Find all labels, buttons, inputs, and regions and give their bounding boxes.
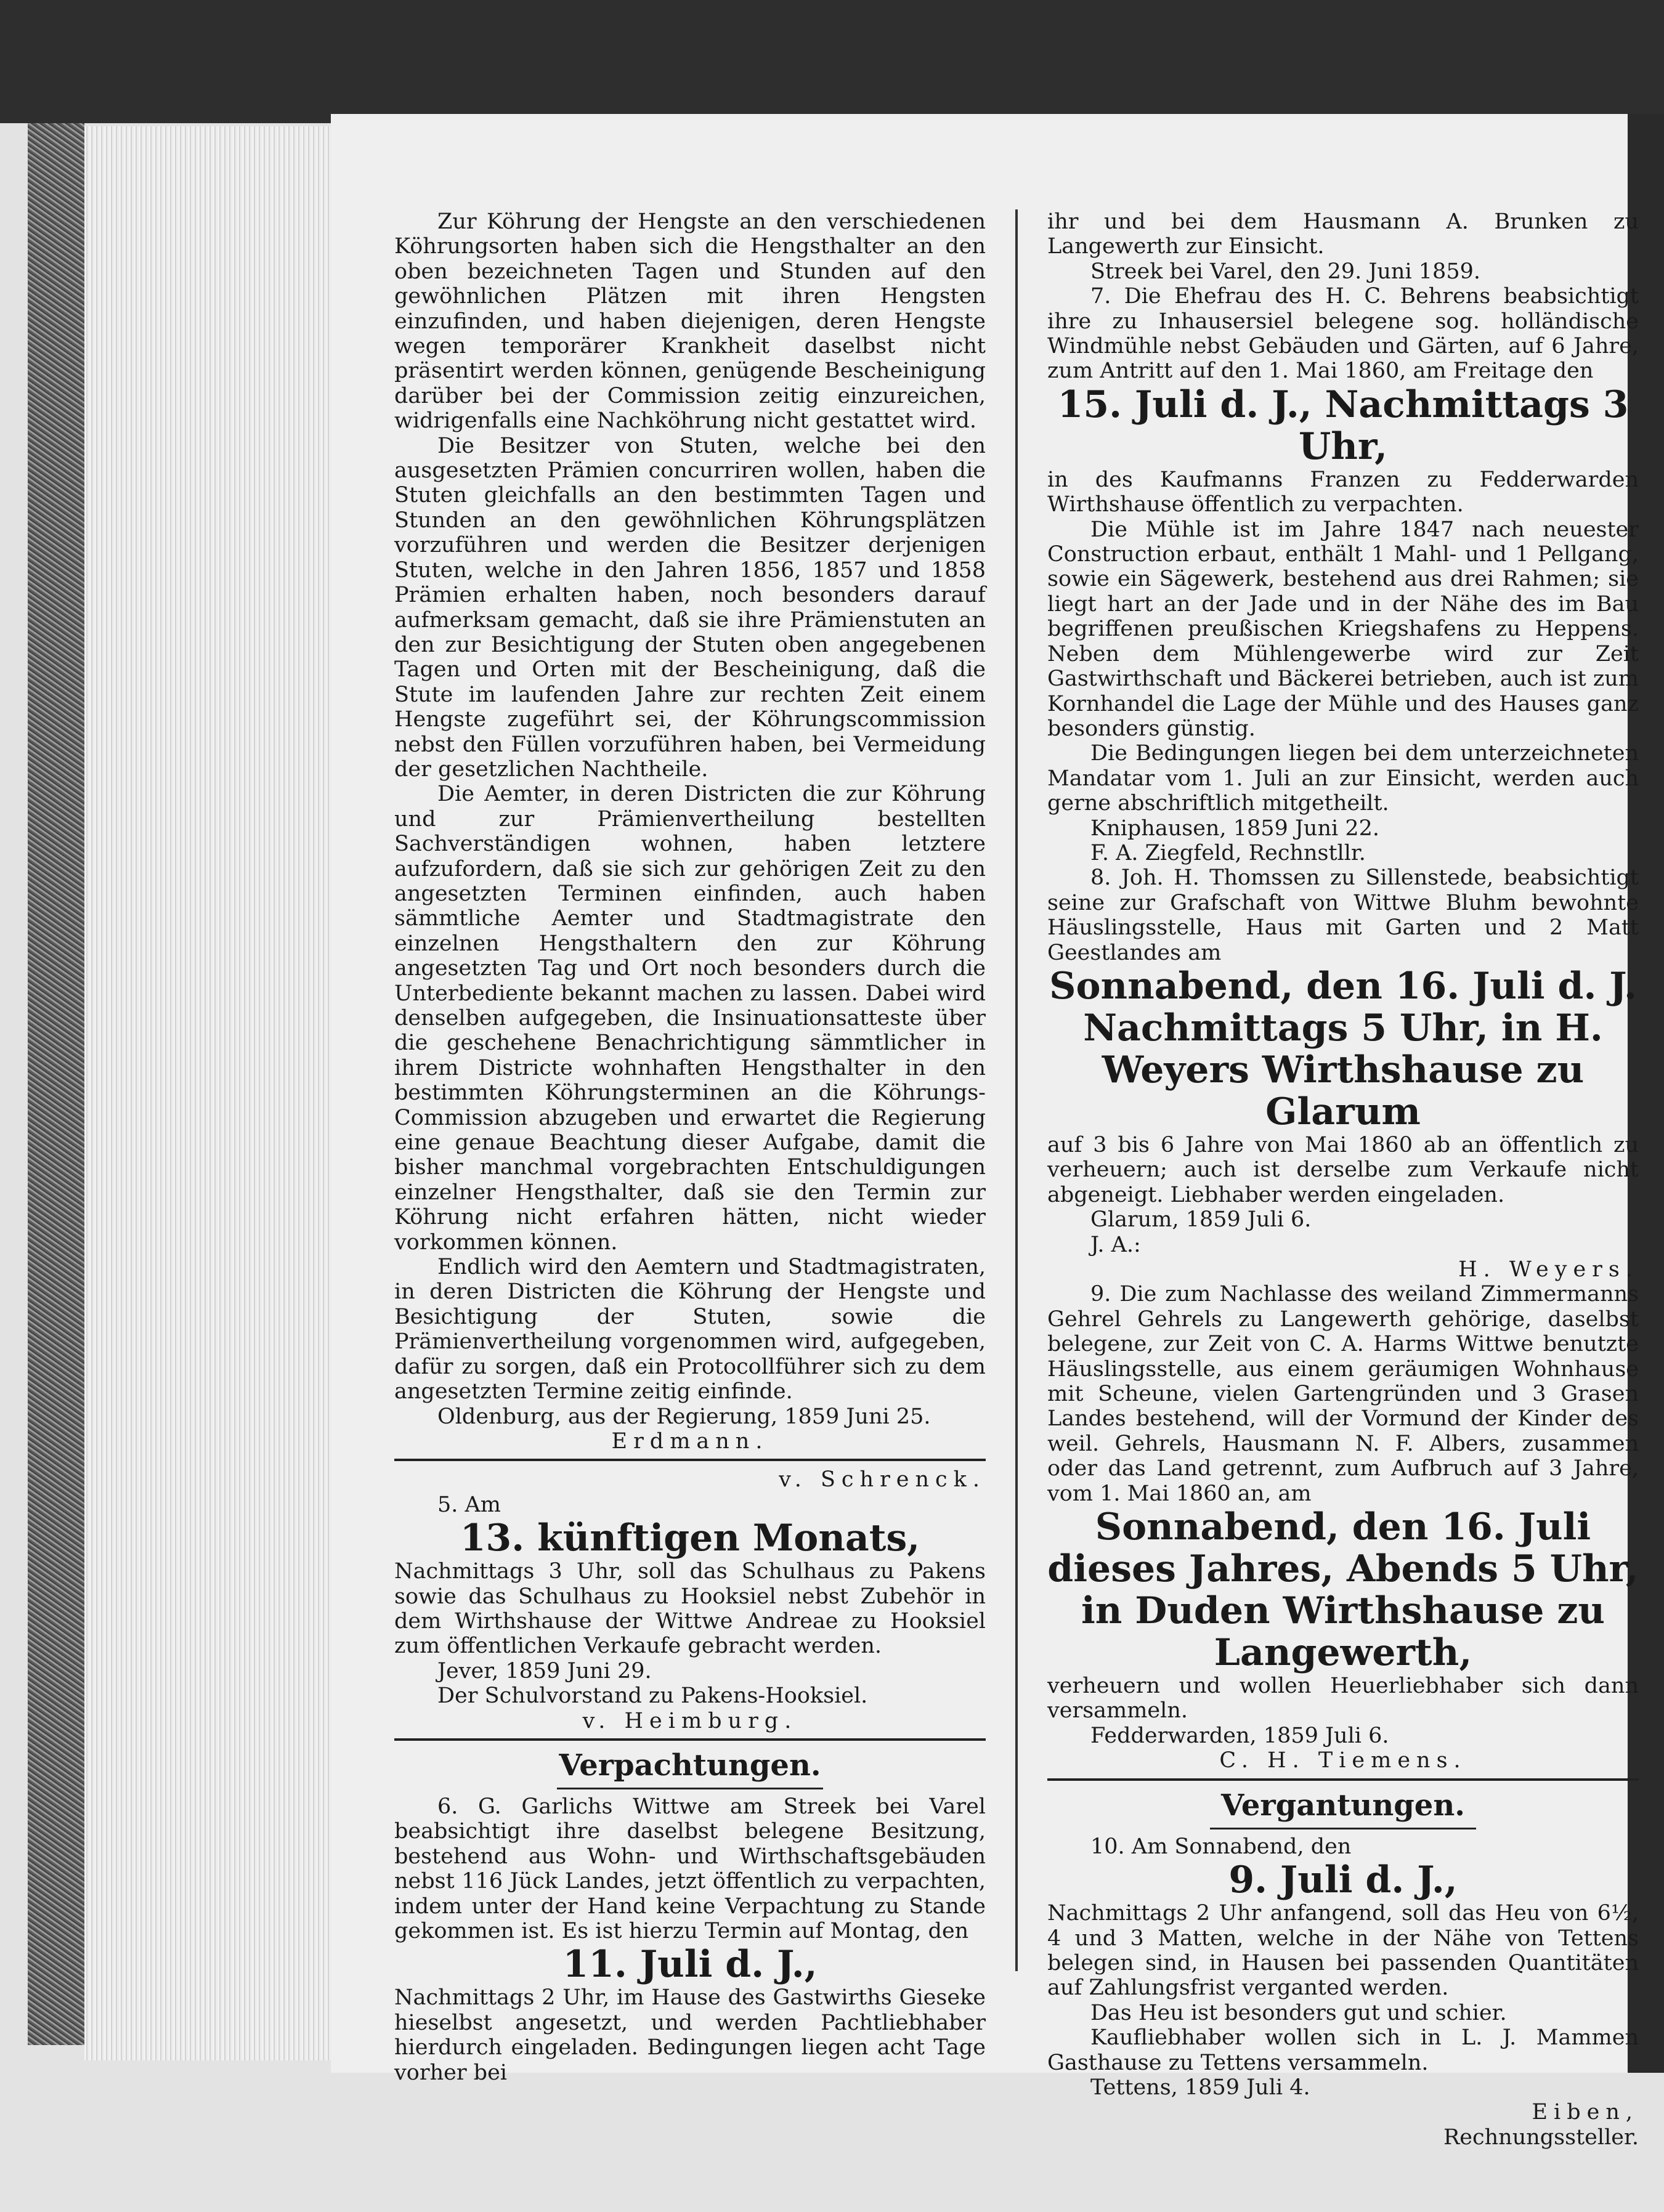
place-date: Tettens, 1859 Juli 4. xyxy=(1090,2075,1310,2100)
signature: v. Heimburg. xyxy=(582,1708,798,1733)
signature: v. Schrenck. xyxy=(779,1467,986,1493)
paragraph: Die Besitzer von Stuten, welche bei den ausgesetzten Prämien concurriren wollen, haben die Stuten gleichfalls an den bestimmten Tagen und Stunden an den gewöhnlichen Köhrungsplätzen vorzuführen und werden die Besitzer derjenigen Stuten, welche in den Jahren 1856, 1857 und 1858 Prämien erhalten haben, noch besonders darauf aufmerksam gemacht, daß sie ihre Prämienstuten an den zur Besichtigung der Stuten oben angegebenen Tagen und Orten mit der Bescheinigung, daß die Stute im laufenden Jahre zur rechten Zeit einem Hengste zugeführt sei, der Köhrungscommission nebst den Füllen vorzuführen haben, bei Vermeidung der gesetzlichen Nachtheile. xyxy=(394,433,986,782)
notice-date-heading: 13. künftigen Monats, xyxy=(460,1517,920,1560)
paragraph: Endlich wird den Aemtern und Stadtmagistraten, in deren Districten die Köhrung der Hengste und Besichtigung der Stuten, sowie die Prämienvertheilung vorgenommen wird, aufgegeben, dafür zu sorgen, daß ein Protocollführer sich zu dem angesetzten Termine zeitig einfinde. xyxy=(394,1255,986,1404)
paragraph: Kaufliebhaber wollen sich in L. J. Mammen Gasthause zu Tettens versammeln. xyxy=(1047,2025,1639,2075)
paragraph: in des Kaufmanns Franzen zu Fedderwarden Wirthshause öffentlich zu verpachten. xyxy=(1047,467,1639,517)
book-cover-top xyxy=(0,0,1664,123)
notice-date-heading: 11. Juli d. J., xyxy=(562,1943,818,1987)
signature: H. Weyers. xyxy=(1458,1257,1639,1282)
notice-date-heading: 15. Juli d. J., Nachmittags 3 Uhr, xyxy=(1057,383,1629,468)
section-heading: Vergantungen. xyxy=(1221,1788,1465,1823)
paragraph: ihr und bei dem Hausmann A. Brunken zu Langewerth zur Einsicht. xyxy=(1047,209,1639,259)
notice-date-heading: Sonnabend, den 16. Juli dieses Jahres, Abends 5 Uhr, in Duden Wirthshause zu Langewerth, xyxy=(1047,1505,1639,1675)
right-column xyxy=(1047,209,1639,2150)
paragraph: verheuern und wollen Heuerliebhaber sich dann versammeln. xyxy=(1047,1674,1639,1724)
signature: Erdmann. xyxy=(611,1428,769,1454)
signature: Eiben, xyxy=(1532,2100,1639,2125)
paragraph: Die Aemter, in deren Districten die zur Köhrung und zur Prämienvertheilung bestellten Sachverständigen wohnen, haben letztere aufzufordern, daß sie sich zur gehörigen Zeit zu den angesetzten Terminen einfinden, auch haben sämmtliche Aemter und Stadtmagistrate den einzelnen Hengsthaltern den zur Köhrung angesetzten Tag und Ort noch besonders durch die Unterbediente bekannt machen zu lassen. Dabei wird denselben aufgegeben, die Insinuationsatteste über die geschehene Benachrichtigung sämmtlicher in ihrem Districte wohnhaften Hengsthalter in den bestimmten Köhrungsterminen an die Köhrungs-Commission abzugeben und erwartet die Regierung eine genaue Beachtung dieser Aufgabe, damit die bisher manchmal vorgebrachten Entschuldigungen einzelner Hengsthalter, daß sie den Termin zur Köhrung nicht erfahren hätten, nicht wieder vorkommen können. xyxy=(394,782,986,1255)
signature: J. A.: xyxy=(1090,1232,1141,1257)
signature: Rechnungssteller. xyxy=(1443,2125,1639,2150)
paragraph: 7. Die Ehefrau des H. C. Behrens beabsichtigt ihre zu Inhausersiel belegene sog. holländische Windmühle nebst Gebäuden und Gärten, auf 6 Jahre, zum Antritt auf den 1. Mai 1860, am Freitage den xyxy=(1047,284,1639,384)
section-heading: Verpachtungen. xyxy=(559,1748,821,1783)
paragraph: Nachmittags 2 Uhr, im Hause des Gastwirths Gieseke hieselbst angesetzt, und werden Pachtliebhaber hierdurch eingeladen. Bedingungen liegen acht Tage vorher bei xyxy=(394,1985,986,2085)
place-date: Fedderwarden, 1859 Juli 6. xyxy=(1090,1723,1389,1748)
rule xyxy=(1210,1828,1476,1829)
notice-date-heading: 9. Juli d. J., xyxy=(1228,1858,1458,1902)
page-stack-edges xyxy=(84,126,331,2060)
rule xyxy=(394,1738,986,1741)
rule xyxy=(1047,1778,1639,1781)
left-column xyxy=(394,209,986,2085)
place-date: Streek bei Varel, den 29. Juni 1859. xyxy=(1090,259,1480,284)
book-cover-edge xyxy=(28,123,84,2045)
paragraph: Die Bedingungen liegen bei dem unterzeichneten Mandatar vom 1. Juli an zur Einsicht, werden auch gerne abschriftlich mitgetheilt. xyxy=(1047,741,1639,816)
signature: Der Schulvorstand zu Pakens-Hooksiel. xyxy=(437,1683,868,1709)
paragraph: Die Mühle ist im Jahre 1847 nach neuester Construction erbaut, enthält 1 Mahl- und 1 Pellgang, sowie ein Sägewerk, bestehend aus drei Rahmen; sie liegt hart an der Jade und in der Nähe des im Bau begriffenen preußischen Kriegshafens zu Heppens. Neben dem Mühlengewerbe wird zur Zeit Gastwirthschaft und Bäckerei betrieben, auch ist zum Kornhandel die Lage der Mühle und des Hauses ganz besonders günstig. xyxy=(1047,517,1639,741)
paragraph: auf 3 bis 6 Jahre von Mai 1860 ab an öffentlich zu verheuern; auch ist derselbe zum Verkaufe nicht abgeneigt. Liebhaber werden eingeladen. xyxy=(1047,1132,1639,1207)
place-date: Kniphausen, 1859 Juni 22. xyxy=(1090,816,1379,841)
place-date: Jever, 1859 Juni 29. xyxy=(437,1658,652,1683)
paragraph: Zur Köhrung der Hengste an den verschiedenen Köhrungsorten haben sich die Hengsthalter an den oben bezeichneten Tagen und Stunden auf den gewöhnlichen Plätzen mit ihren Hengsten einzufinden, und haben diejenigen, deren Hengste wegen temporärer Krankheit daselbst nicht präsentirt werden können, genügende Bescheinigung darüber bei der Commission zeitig einzureichen, widrigenfalls eine Nachköhrung nicht gestattet wird. xyxy=(394,209,986,434)
paragraph: Nachmittags 2 Uhr anfangend, soll das Heu von 6½, 4 und 3 Matten, welche in der Nähe von Tettens belegen sind, in Hausen bei passenden Quantitäten auf Zahlungsfrist verganted werden. xyxy=(1047,1901,1639,2001)
notice-date-heading: Sonnabend, den 16. Juli d. J. Nachmittags 5 Uhr, in H. Weyers Wirthshause zu Glarum xyxy=(1049,964,1637,1133)
column-divider xyxy=(1015,209,1018,1971)
signature: F. A. Ziegfeld, Rechnstllr. xyxy=(1090,840,1366,865)
place-date: Oldenburg, aus der Regierung, 1859 Juni 25. xyxy=(437,1404,931,1429)
notice-number: 10. Am Sonnabend, den xyxy=(1090,1834,1352,1859)
paragraph: 6. G. Garlichs Wittwe am Streek bei Varel beabsichtigt ihre daselbst belegene Besitzung, bestehend aus Wohn- und Wirthschaftsgebäuden nebst 116 Jück Landes, jetzt öffentlich zu verpachten, indem unter der Hand keine Verpachtung zu Stande gekommen ist. Es ist hierzu Termin auf Montag, den xyxy=(394,1794,986,1943)
paragraph: Das Heu ist besonders gut und schier. xyxy=(1090,2000,1507,2025)
place-date: Glarum, 1859 Juli 6. xyxy=(1090,1207,1312,1233)
notice-number: 5. Am xyxy=(437,1492,501,1517)
rule xyxy=(394,1459,986,1461)
paragraph: Nachmittags 3 Uhr, soll das Schulhaus zu Pakens sowie das Schulhaus zu Hooksiel nebst Zubehör in dem Wirthshause der Wittwe Andreae zu Hooksiel zum öffentlichen Verkaufe gebracht werden. xyxy=(394,1559,986,1659)
signature: C. H. Tiemens. xyxy=(1219,1748,1467,1773)
paragraph: 9. Die zum Nachlasse des weiland Zimmermanns Gehrel Gehrels zu Langewerth gehörige, daselbst belegene, zur Zeit von C. A. Harms Wittwe benutzte Häuslingsstelle, aus einem geräumigen Wohnhause mit Scheune, vielen Gartengründen und 3 Grasen Landes bestehend, will der Vormund der Kinder des weil. Gehrels, Hausmann N. F. Albers, zusammen oder das Land getrennt, zum Aufbruch auf 3 Jahre, vom 1. Mai 1860 an, am xyxy=(1047,1282,1639,1506)
rule xyxy=(557,1788,823,1789)
paragraph: 8. Joh. H. Thomssen zu Sillenstede, beabsichtigt seine zur Grafschaft von Wittwe Bluhm bewohnte Häuslingsstelle, Haus mit Garten und 2 Matt Geestlandes am xyxy=(1047,865,1639,965)
